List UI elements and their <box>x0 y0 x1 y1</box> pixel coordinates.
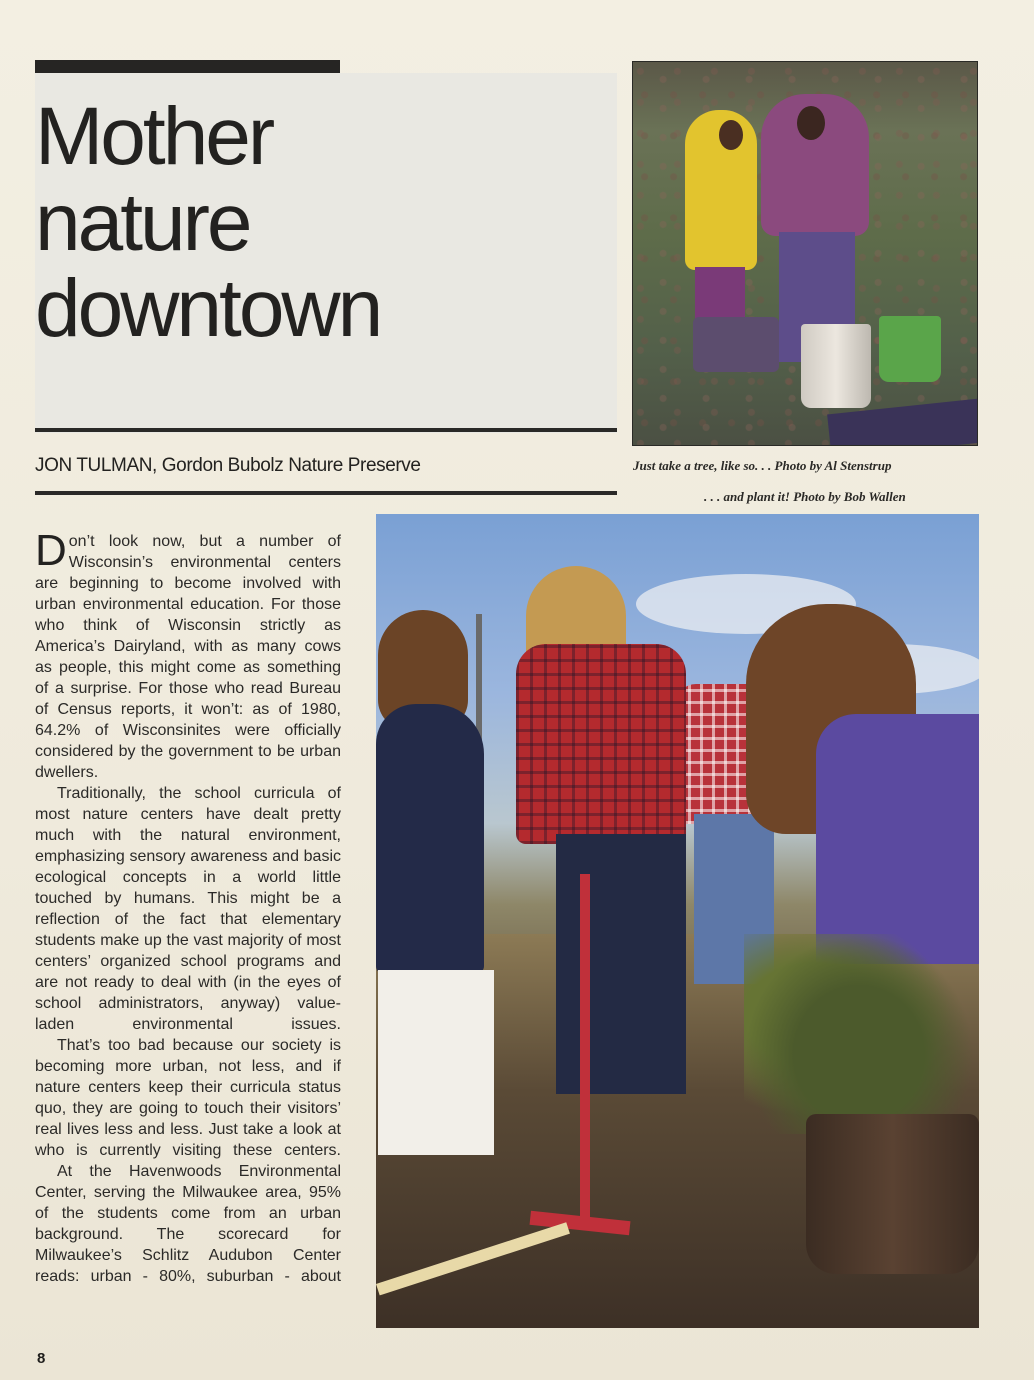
paragraph-2: Traditionally, the school curricula of most nature centers have dealt pretty much with the natural environment, emphasizing sensory awareness and basic ecological concepts in a world little touched by humans. This might be a reflection of the fact that elementary students make up the vast majority of most centers’ organized school programs and are not ready to deal with (in the eyes of school administrators, anyway) value-laden environmental issues. <box>35 785 341 1033</box>
byline-rule <box>35 491 617 495</box>
drop-cap: D <box>35 526 67 575</box>
title-bottom-rule <box>35 428 617 432</box>
title-line-2: nature <box>35 177 250 268</box>
byline: JON TULMAN, Gordon Bubolz Nature Preserve <box>35 455 421 476</box>
top-rule <box>35 60 340 73</box>
photo-children-with-trees <box>632 61 978 446</box>
caption-bottom-photo: . . . and plant it! Photo by Bob Wallen <box>704 489 906 504</box>
paragraph-1: Don’t look now, but a number of Wisconsin’s environmental centers are beginning to become involved with urban environmental education. For those who think of Wisconsin strictly as America’s Dairyland, with as many cows as people, this might come as something of a surprise. For those who read Bureau of Census reports, it won’t: as of 1980, 64.2% of Wisconsinites were officially considered by the government to be urban dwellers. <box>35 526 341 781</box>
photo-children-planting <box>376 514 979 1328</box>
article-body <box>35 526 341 1287</box>
title-line-1: Mother <box>35 91 273 182</box>
page-number: 8 <box>37 1350 46 1367</box>
title-line-3: downtown <box>35 263 381 354</box>
paragraph-4: At the Havenwoods Environmental Center, serving the Milwaukee area, 95% of the students come from an urban background. The scorecard for Milwaukee’s Schlitz Audubon Center reads: urban - 80%, suburban - about <box>35 1163 341 1285</box>
title-block <box>35 73 617 433</box>
paragraph-3: That’s too bad because our society is becoming more urban, not less, and if nature centers keep their curricula status quo, they are going to touch their visitors’ real lives less and less. Just take a look at who is currently visiting these centers. <box>35 1037 341 1159</box>
caption-top-photo: Just take a tree, like so. . . Photo by Al Stenstrup <box>633 458 892 473</box>
